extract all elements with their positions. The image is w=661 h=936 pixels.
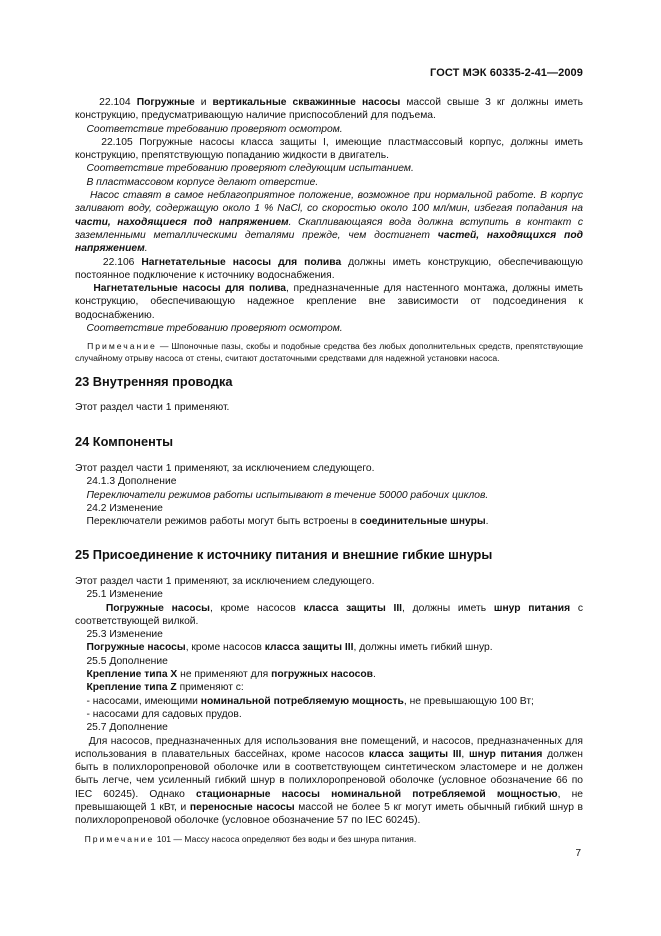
clause-text: Крепление типа X не применяют для погружных насосов. xyxy=(86,669,376,681)
clause-label: 25.7 Дополнение xyxy=(86,722,168,734)
test-step: В пластмассовом корпусе делают отверстие. xyxy=(86,176,319,188)
clause-label: 25.1 Изменение xyxy=(86,589,163,601)
clause-text: Погружные насосы, кроме насосов класса защиты III, должны иметь шнур питания с соответствующей вилкой. xyxy=(75,602,584,627)
compliance-check: Соответствие требованию проверяют осмотром. xyxy=(86,323,343,335)
section-heading: 24 Компоненты xyxy=(75,434,174,449)
list-item: - насосами для садовых прудов. xyxy=(86,708,242,720)
clause-label: 24.1.3 Дополнение xyxy=(86,476,177,488)
section-heading: 23 Внутренняя проводка xyxy=(75,374,233,389)
compliance-check: Соответствие требованию проверяют следующим испытанием. xyxy=(86,163,414,175)
page-number: 7 xyxy=(575,848,581,859)
section-text: Этот раздел части 1 применяют. xyxy=(75,402,230,413)
section-24 xyxy=(75,434,583,528)
section-text: Этот раздел части 1 применяют, за исключением следующего. xyxy=(75,576,375,587)
list-item: - насосами, имеющими номинальной потребляемую мощность, не превышающую 100 Вт; xyxy=(86,695,534,707)
paragraph-22-106-wall: Нагнетательные насосы для полива, предназначенные для настенного монтажа, должны иметь конструкцию, обеспечивающую надежное крепление вне зависимости от подсоединения к водоснабжению. xyxy=(75,283,583,321)
section-23 xyxy=(75,374,583,414)
note: Примечание — Шпоночные пазы, скобы и подобные средства без любых дополнительных средств, препятствующие случайному отрыву насоса от стены, считают достаточными средствами для надежной установки насоса. xyxy=(75,341,583,363)
test-procedure: Насос ставят в самое неблагоприятное положение, возможное при нормальной работе. В корпус заливают воду, содержащую около 1 % NaCl, со скоростью около 100 мл/мин, избегая попадания на части, находящиеся под напряжением. Скапливающаяся вода должна вступить в контакт с заземленными металлическими деталями прежде, чем достигнет частей, находящихся под напряжением. xyxy=(75,190,583,255)
paragraph-22-104: 22.104 Погружные и вертикальные скважинные насосы массой свыше 3 кг должны иметь конструкцию, предусматривающую наличие приспособлений для подъема. xyxy=(75,97,583,122)
clause-label: 24.2 Изменение xyxy=(86,502,163,514)
clause-text: Для насосов, предназначенных для использования вне помещений, и насосов, предназначенных для использования в плавательных бассейнах, кроме насосов класса защиты III, шнур питания должен быть в полихлоропреновой оболочке или в соответствующем синтетическом эластомере и не должен быть легче, чем усиленный гибкий шнур в полихлоропреновой оболочке (условное обозначение 66 по IEC 60245). Однако стационарные насосы номинальной потребляемой мощностью, не превышающей 1 кВт, и переносные насосы массой не более 5 кг могут иметь обычный гибкий шнур в полихлоропреновой оболочке (условное обозначение 57 по IEC 60245). xyxy=(75,735,584,827)
section-heading: 25 Присоединение к источнику питания и внешние гибкие шнуры xyxy=(75,547,493,562)
document-header: ГОСТ МЭК 60335-2-41—2009 xyxy=(430,67,583,79)
section-text: Этот раздел части 1 применяют, за исключением следующего. xyxy=(75,463,375,474)
clause-label: 25.5 Дополнение xyxy=(86,655,168,667)
section-22-continuation xyxy=(75,96,583,365)
paragraph-22-106: 22.106 Нагнетательные насосы для полива должны иметь конструкцию, обеспечивающую постоянное подключение к источнику водоснабжения. xyxy=(75,256,583,281)
clause-text: Погружные насосы, кроме насосов класса защиты III, должны иметь гибкий шнур. xyxy=(86,642,493,654)
clause-text: Переключатели режимов работы испытывают в течение 50000 рабочих циклов. xyxy=(86,489,489,501)
section-25 xyxy=(75,547,583,845)
note: Примечание 101 — Массу насоса определяют без воды и без шнура питания. xyxy=(84,833,417,844)
clause-text: Переключатели режимов работы могут быть встроены в соединительные шнуры. xyxy=(86,516,489,528)
clause-label: 25.3 Изменение xyxy=(86,629,163,641)
clause-text: Крепление типа Z применяют с: xyxy=(86,682,244,694)
paragraph-22-105: 22.105 Погружные насосы класса защиты I, имеющие пластмассовый корпус, должны иметь конструкцию, препятствующую попаданию жидкости в двигатель. xyxy=(75,136,583,162)
compliance-check: Соответствие требованию проверяют осмотром. xyxy=(86,123,343,135)
